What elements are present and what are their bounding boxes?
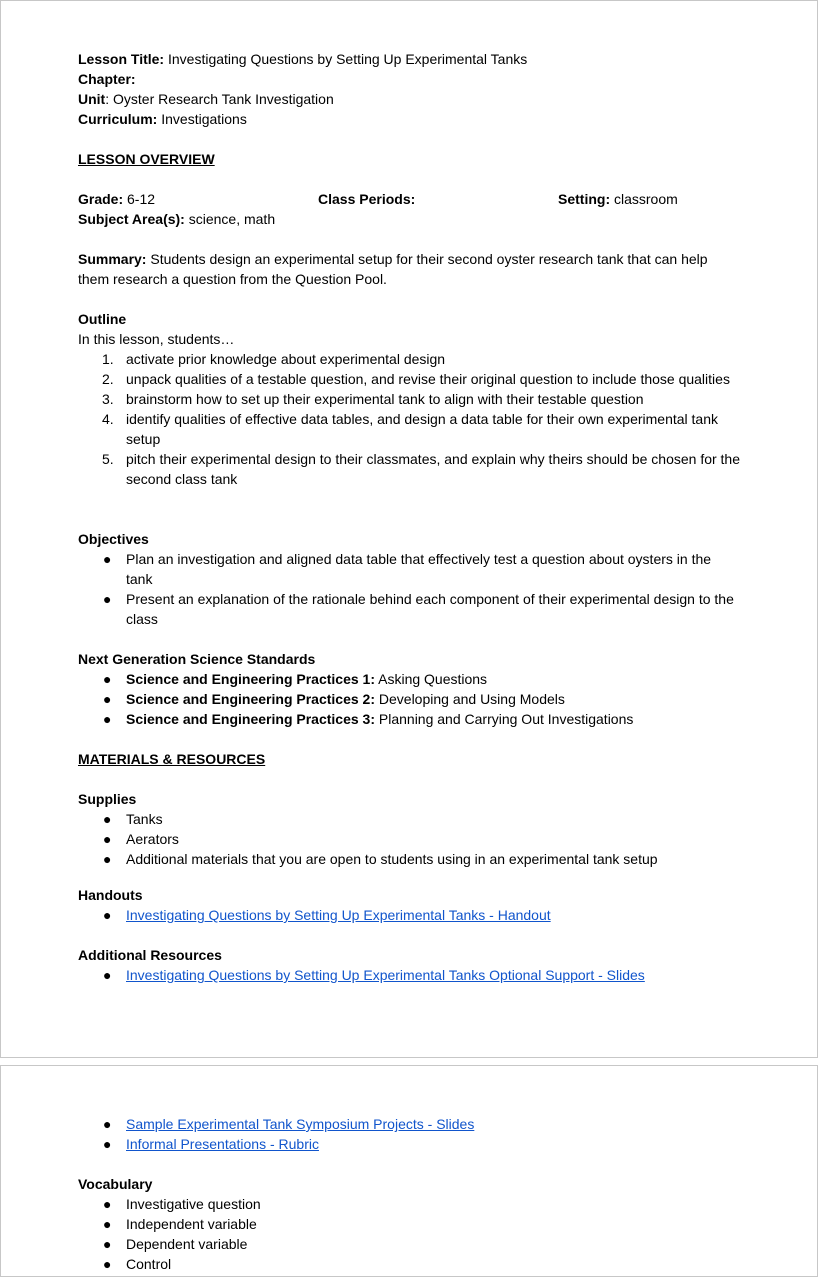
list-item [78, 369, 740, 389]
overview-meta-row [78, 189, 740, 209]
list-number: 2. [102, 371, 114, 387]
list-item-text: activate prior knowledge about experimental design [126, 351, 446, 367]
symposium-projects-slides-link[interactable]: Sample Experimental Tank Symposium Projects - Slides [126, 1116, 475, 1132]
list-item-text: Tanks [126, 811, 163, 827]
bullet-icon: ● [103, 711, 112, 727]
bullet-icon: ● [103, 811, 112, 827]
outline-heading-text: Outline [78, 311, 127, 327]
optional-support-slides-link[interactable]: Investigating Questions by Setting Up Experimental Tanks Optional Support - Slides [126, 967, 645, 983]
supplies-heading [78, 789, 740, 809]
bullet-icon: ● [103, 691, 112, 707]
list-item-text: pitch their experimental design to their classmates, and explain why theirs should be chosen for the second class tank [126, 451, 741, 487]
bullet-icon: ● [103, 907, 112, 923]
list-item-text: Present an explanation of the rationale behind each component of their experimental design to the class [126, 591, 734, 627]
bullet-icon: ● [103, 671, 112, 687]
bullet-icon: ● [103, 1116, 112, 1132]
curriculum-value: Investigations [161, 111, 247, 127]
practice-text: Asking Questions [375, 671, 488, 687]
handouts-list [78, 905, 740, 925]
list-item [78, 589, 740, 629]
list-item [78, 549, 740, 589]
list-item-text: Additional materials that you are open to students using in an experimental tank setup [126, 851, 658, 867]
list-item-text: Independent variable [126, 1216, 257, 1232]
list-item [78, 849, 740, 869]
practice-text: Developing and Using Models [375, 691, 565, 707]
list-item [78, 689, 740, 709]
vocabulary-heading [78, 1174, 740, 1194]
list-item-text: Control [126, 1256, 172, 1272]
list-item-text: identify qualities of effective data tables, and design a data table for their own experimental tank setup [126, 411, 718, 447]
class-periods-label: Class Periods: [318, 191, 416, 207]
setting-value: classroom [614, 191, 678, 207]
list-number: 1. [102, 351, 114, 367]
list-item [78, 709, 740, 729]
list-item [78, 965, 740, 985]
bullet-icon: ● [103, 831, 112, 847]
list-item-text: Plan an investigation and aligned data table that effectively test a question about oysters in the tank [126, 551, 712, 587]
supplies-heading-text: Supplies [78, 791, 137, 807]
presentations-rubric-link[interactable]: Informal Presentations - Rubric [126, 1136, 319, 1152]
practice-text: Planning and Carrying Out Investigations [375, 711, 634, 727]
grade-field [78, 189, 318, 209]
list-item [78, 829, 740, 849]
list-number: 4. [102, 411, 114, 427]
page-2-content [78, 1114, 740, 1274]
unit-value: : Oyster Research Tank Investigation [105, 91, 334, 107]
list-item [78, 809, 740, 829]
summary-paragraph [78, 249, 740, 289]
additional-resources-heading-text: Additional Resources [78, 947, 222, 963]
ngss-heading-text: Next Generation Science Standards [78, 651, 316, 667]
subject-label: Subject Area(s): [78, 211, 185, 227]
bullet-icon: ● [103, 1216, 112, 1232]
lesson-title-value: Investigating Questions by Setting Up Experimental Tanks [167, 51, 528, 67]
vocabulary-heading-text: Vocabulary [78, 1176, 153, 1192]
document-page-2 [0, 1065, 818, 1277]
bullet-icon: ● [103, 591, 112, 607]
ngss-heading [78, 649, 740, 669]
subject-line [78, 209, 740, 229]
vocabulary-list [78, 1194, 740, 1274]
chapter-line [78, 69, 740, 89]
bullet-icon: ● [103, 1136, 112, 1152]
setting-field [558, 189, 678, 209]
list-item-text: Dependent variable [126, 1236, 248, 1252]
curriculum-label: Curriculum: [78, 111, 158, 127]
practice-label: Science and Engineering Practices 2: [126, 691, 375, 707]
practice-label: Science and Engineering Practices 3: [126, 711, 375, 727]
handouts-heading-text: Handouts [78, 887, 143, 903]
summary-value: Students design an experimental setup for their second oyster research tank that can help them research a question from the Question Pool. [78, 251, 708, 287]
unit-label: Unit [78, 91, 106, 107]
ngss-list [78, 669, 740, 729]
list-item [78, 349, 740, 369]
bullet-icon: ● [103, 1236, 112, 1252]
list-item [78, 669, 740, 689]
list-item [78, 1194, 740, 1214]
subject-value: science, math [188, 211, 276, 227]
list-item-text: unpack qualities of a testable question, and revise their original question to include those qualities [126, 371, 730, 387]
bullet-icon: ● [103, 1256, 112, 1272]
lesson-title-label: Lesson Title: [78, 51, 165, 67]
list-item [78, 389, 740, 409]
bullet-icon: ● [103, 1196, 112, 1212]
objectives-heading [78, 529, 740, 549]
list-item-text: brainstorm how to set up their experimental tank to align with their testable question [126, 391, 644, 407]
list-number: 3. [102, 391, 114, 407]
additional-resources-heading [78, 945, 740, 965]
list-item-text: Aerators [126, 831, 179, 847]
outline-intro: In this lesson, students… [78, 331, 235, 347]
list-item-text: Investigative question [126, 1196, 261, 1212]
lesson-overview-heading: LESSON OVERVIEW [78, 151, 215, 167]
bullet-icon: ● [103, 851, 112, 867]
chapter-label: Chapter: [78, 71, 136, 87]
class-periods-field [318, 189, 558, 209]
objectives-heading-text: Objectives [78, 531, 149, 547]
list-number: 5. [102, 451, 114, 467]
unit-line [78, 89, 740, 109]
practice-label: Science and Engineering Practices 1: [126, 671, 375, 687]
list-item [78, 1134, 740, 1154]
handout-link[interactable]: Investigating Questions by Setting Up Experimental Tanks - Handout [126, 907, 551, 923]
page-1-content [78, 49, 740, 985]
outline-list [78, 349, 740, 489]
list-item [78, 409, 740, 449]
bullet-icon: ● [103, 551, 112, 567]
curriculum-line [78, 109, 740, 129]
additional-resources-list [78, 965, 740, 985]
materials-heading: MATERIALS & RESOURCES [78, 751, 266, 767]
list-item [78, 449, 740, 489]
summary-label: Summary: [78, 251, 147, 267]
outline-heading [78, 309, 740, 329]
supplies-list [78, 809, 740, 869]
handouts-heading [78, 885, 740, 905]
lesson-title-line [78, 49, 740, 69]
objectives-list [78, 549, 740, 629]
bullet-icon: ● [103, 967, 112, 983]
list-item [78, 1114, 740, 1134]
grade-label: Grade: [78, 191, 124, 207]
list-item [78, 1234, 740, 1254]
list-item [78, 1254, 740, 1274]
setting-label: Setting: [558, 191, 611, 207]
additional-resources-list-continued [78, 1114, 740, 1154]
grade-value: 6-12 [127, 191, 156, 207]
list-item [78, 905, 740, 925]
list-item [78, 1214, 740, 1234]
